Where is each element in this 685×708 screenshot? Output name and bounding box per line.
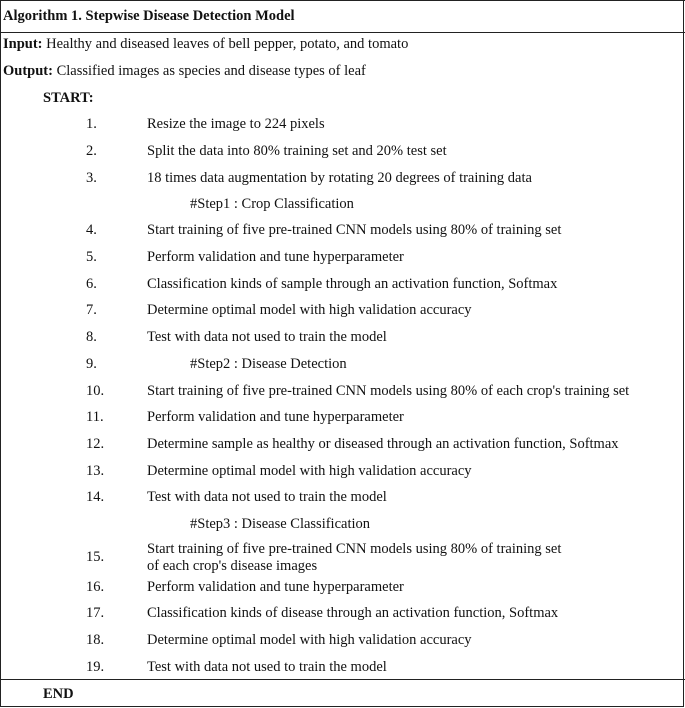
step-text: Split the data into 80% training set and 20% test set [147,143,447,159]
step-number: 12. [86,436,105,452]
step-text: Start training of five pre-trained CNN models using 80% of training set [147,541,562,557]
step-section-heading: #Step1 : Crop Classification [190,196,354,212]
step-text: Classification kinds of sample through an activation function, Softmax [147,276,558,292]
step-text: Classification kinds of disease through an activation function, Softmax [147,605,559,621]
output-label: Output: [3,63,53,79]
step-text: Perform validation and tune hyperparameter [147,579,404,595]
step-number: 5. [86,249,97,265]
step-number: 11. [86,409,104,425]
input-text: Healthy and diseased leaves of bell pepper, potato, and tomato [42,36,409,52]
step-text: Test with data not used to train the model [147,329,387,345]
step-number: 19. [86,659,105,675]
step-text: Determine optimal model with high validation accuracy [147,302,472,318]
step-text: Determine optimal model with high validation accuracy [147,463,472,479]
step-text: Perform validation and tune hyperparameter [147,409,404,425]
step-text: Determine sample as healthy or diseased through an activation function, Softmax [147,436,619,452]
step-text-continued: of each crop's disease images [147,558,318,574]
step-number: 10. [86,383,105,399]
step-number: 3. [86,170,97,186]
step-number: 8. [86,329,97,345]
output-line [3,63,366,80]
top-rule [0,0,685,1]
step-text: Start training of five pre-trained CNN models using 80% of each crop's training set [147,383,630,399]
step-number: 18. [86,632,105,648]
step-number: 16. [86,579,105,595]
output-text: Classified images as species and disease types of leaf [52,63,366,79]
title-rule [0,32,685,33]
step-text: Perform validation and tune hyperparameter [147,249,404,265]
step-section-heading: #Step2 : Disease Detection [190,356,347,372]
step-text: Test with data not used to train the model [147,489,387,505]
step-number: 2. [86,143,97,159]
start-label: START: [43,90,94,106]
step-number: 14. [86,489,105,505]
step-number: 4. [86,222,97,238]
algorithm-title: Algorithm 1. Stepwise Disease Detection Model [3,8,295,24]
step-number: 17. [86,605,105,621]
step-text: Start training of five pre-trained CNN models using 80% of training set [147,222,562,238]
step-text: Resize the image to 224 pixels [147,116,325,132]
step-section-heading: #Step3 : Disease Classification [190,516,371,532]
end-label: END [43,686,74,702]
input-label: Input: [3,36,43,52]
step-number: 1. [86,116,97,132]
end-rule [0,679,685,680]
step-text: Determine optimal model with high validation accuracy [147,632,472,648]
step-text: Test with data not used to train the model [147,659,387,675]
step-number: 9. [86,356,97,372]
step-text: 18 times data augmentation by rotating 20 degrees of training data [147,170,532,186]
step-number: 13. [86,463,105,479]
step-number: 15. [86,549,105,565]
input-line [3,36,408,53]
step-number: 6. [86,276,97,292]
step-number: 7. [86,302,97,318]
